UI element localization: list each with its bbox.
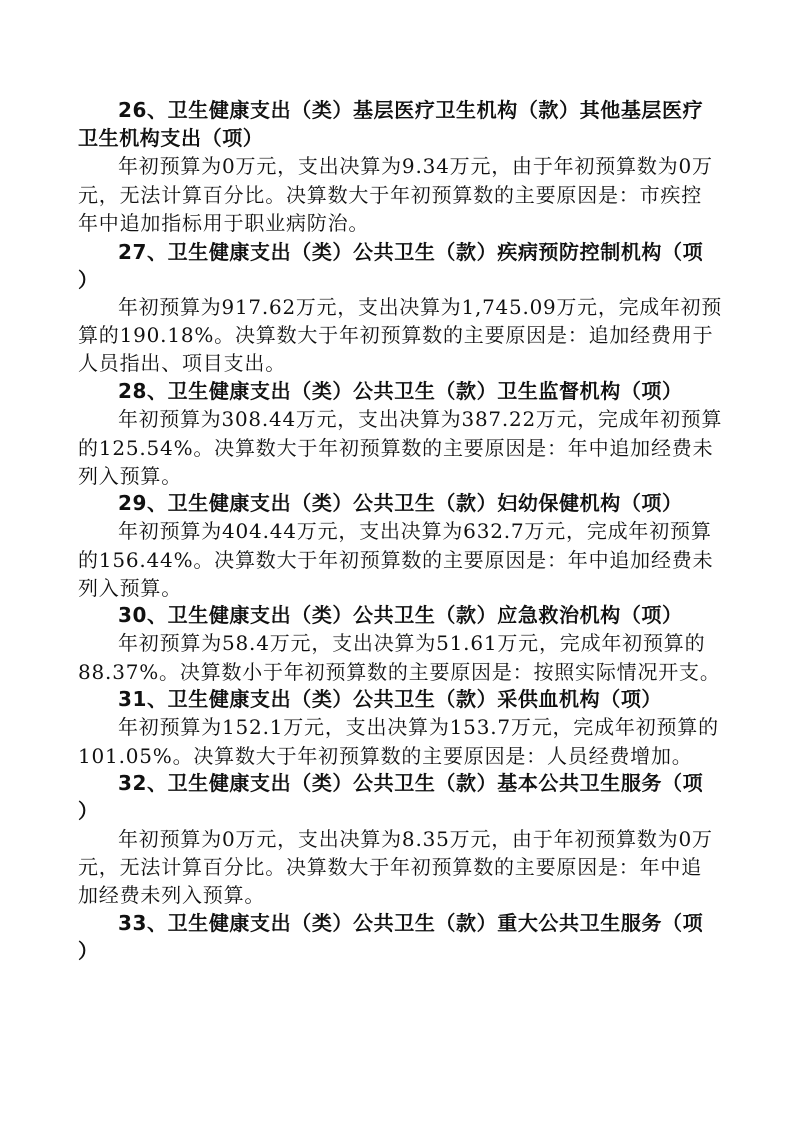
- section-body: 加经费未列入预算。: [78, 883, 266, 907]
- section-body: 年中追加指标用于职业病防治。: [78, 211, 370, 235]
- section-body: 元，无法计算百分比。决算数大于年初预算数的主要原因是：市疾控: [78, 183, 702, 207]
- section-body: 人员指出、项目支出。: [78, 351, 286, 375]
- section-heading: 卫生机构支出（项）: [78, 126, 264, 150]
- section-body: 算的190.18%。决算数大于年初预算数的主要原因是：追加经费用于: [78, 323, 714, 347]
- section-body: 88.37%。决算数小于年初预算数的主要原因是：按照实际情况开支。: [78, 660, 721, 684]
- section-body: 年初预算为0万元，支出决算为8.35万元，由于年初预算数为0万: [118, 827, 713, 851]
- section-heading: 26、卫生健康支出（类）基层医疗卫生机构（款）其他基层医疗: [118, 98, 704, 122]
- section-heading: ）: [78, 799, 99, 823]
- section-body: 年初预算为0万元，支出决算为9.34万元，由于年初预算数为0万: [118, 154, 713, 178]
- section-heading: ）: [78, 939, 99, 963]
- section-heading: 29、卫生健康支出（类）公共卫生（款）妇幼保健机构（项）: [118, 491, 683, 515]
- section-heading: 31、卫生健康支出（类）公共卫生（款）采供血机构（项）: [118, 687, 663, 711]
- section-body: 列入预算。: [78, 464, 182, 488]
- section-heading: 33、卫生健康支出（类）公共卫生（款）重大公共卫生服务（项: [118, 911, 704, 935]
- section-body: 年初预算为152.1万元，支出决算为153.7万元，完成年初预算的: [118, 715, 719, 739]
- section-heading: 28、卫生健康支出（类）公共卫生（款）卫生监督机构（项）: [118, 379, 683, 403]
- section-heading: ）: [78, 268, 99, 292]
- section-body: 年初预算为917.62万元，支出决算为1,745.09万元，完成年初预: [118, 295, 723, 319]
- section-body: 101.05%。决算数大于年初预算数的主要原因是：人员经费增加。: [78, 744, 693, 768]
- section-body: 年初预算为404.44万元，支出决算为632.7万元，完成年初预算: [118, 519, 712, 543]
- section-heading: 30、卫生健康支出（类）公共卫生（款）应急救治机构（项）: [118, 603, 683, 627]
- section-heading: 32、卫生健康支出（类）公共卫生（款）基本公共卫生服务（项: [118, 771, 704, 795]
- section-body: 年初预算为58.4万元，支出决算为51.61万元，完成年初预算的: [118, 631, 706, 655]
- section-heading: 27、卫生健康支出（类）公共卫生（款）疾病预防控制机构（项: [118, 240, 704, 264]
- section-body: 元，无法计算百分比。决算数大于年初预算数的主要原因是：年中追: [78, 855, 702, 879]
- section-body: 的125.54%。决算数大于年初预算数的主要原因是：年中追加经费未: [78, 436, 714, 460]
- section-body: 年初预算为308.44万元，支出决算为387.22万元，完成年初预算: [118, 407, 723, 431]
- section-body: 列入预算。: [78, 576, 182, 600]
- section-body: 的156.44%。决算数大于年初预算数的主要原因是：年中追加经费未: [78, 548, 714, 572]
